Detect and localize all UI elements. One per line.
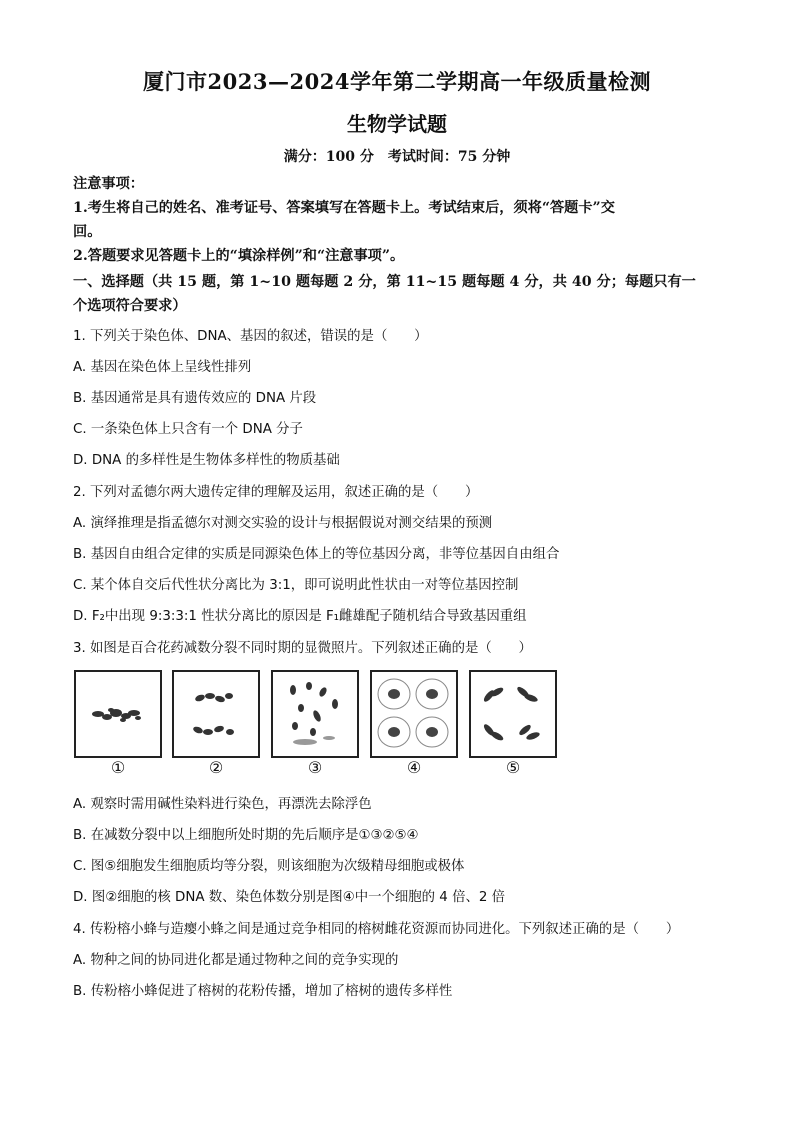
micrograph-2 xyxy=(172,670,260,758)
section-heading: 一、选择题（共 15 题，第 1~10 题每题 2 分，第 11~15 题每题 4 分，共 40 分；每题只有一 xyxy=(73,274,696,290)
micrograph-label-3: ③ xyxy=(307,758,323,777)
question-1-option-b: B. 基因通常是具有遗传效应的 DNA 片段 xyxy=(73,391,317,406)
question-4-option-b: B. 传粉榕小蜂促进了榕树的花粉传播，增加了榕树的遗传多样性 xyxy=(73,984,453,999)
question-2-option-c: C. 某个体自交后代性状分离比为 3:1，即可说明此性状由一对等位基因控制 xyxy=(73,578,519,593)
micrograph-label-4: ④ xyxy=(406,758,422,777)
question-1-option-c: C. 一条染色体上只含有一个 DNA 分子 xyxy=(73,422,303,437)
micrograph-label-5: ⑤ xyxy=(505,758,521,777)
question-3-option-a: A. 观察时需用碱性染料进行染色，再漂洗去除浮色 xyxy=(73,797,372,812)
question-3-stem: 3. 如图是百合花药减数分裂不同时期的显微照片。下列叙述正确的是（ ） xyxy=(73,641,532,656)
micrograph-4 xyxy=(370,670,458,758)
notes-item-1-cont: 回。 xyxy=(73,224,102,240)
question-4-option-a: A. 物种之间的协同进化都是通过物种之间的竞争实现的 xyxy=(73,953,399,968)
notes-heading: 注意事项： xyxy=(73,176,144,192)
question-2-stem: 2. 下列对孟德尔两大遗传定律的理解及运用，叙述正确的是（ ） xyxy=(73,485,479,500)
question-3-option-b: B. 在减数分裂中以上细胞所处时期的先后顺序是①③②⑤④ xyxy=(73,828,419,843)
micrograph-label-2: ② xyxy=(208,758,224,777)
question-2-option-a: A. 演绎推理是指孟德尔对测交实验的设计与根据假说对测交结果的预测 xyxy=(73,516,493,531)
micrograph-1 xyxy=(74,670,162,758)
micrograph-3 xyxy=(271,670,359,758)
question-2-option-d: D. F₂中出现 9:3:3:1 性状分离比的原因是 F₁雌雄配子随机结合导致基因重组 xyxy=(73,609,527,624)
question-3-option-d: D. 图②细胞的核 DNA 数、染色体数分别是图④中一个细胞的 4 倍、2 倍 xyxy=(73,890,506,905)
micrograph-figure xyxy=(74,670,554,780)
notes-item-2: 2.答题要求见答题卡上的“填涂样例”和“注意事项”。 xyxy=(73,248,405,264)
question-1-option-a: A. 基因在染色体上呈线性排列 xyxy=(73,360,252,375)
exam-subtitle: 生物学试题 xyxy=(347,112,447,136)
question-1-stem: 1. 下列关于染色体、DNA、基因的叙述，错误的是（ ） xyxy=(73,329,428,344)
micrograph-label-1: ① xyxy=(110,758,126,777)
question-4-stem: 4. 传粉榕小蜂与造瘿小蜂之间是通过竞争相同的榕树雌花资源而协同进化。下列叙述正确的是（ ） xyxy=(73,922,680,937)
exam-meta: 满分：100 分 考试时间：75 分钟 xyxy=(283,149,511,165)
notes-item-1: 1.考生将自己的姓名、准考证号、答案填写在答题卡上。考试结束后，须将“答题卡”交 xyxy=(73,200,615,216)
question-1-option-d: D. DNA 的多样性是生物体多样性的物质基础 xyxy=(73,453,340,468)
micrograph-5 xyxy=(469,670,557,758)
question-2-option-b: B. 基因自由组合定律的实质是同源染色体上的等位基因分离，非等位基因自由组合 xyxy=(73,547,560,562)
exam-title: 厦门市2023—2024学年第二学期高一年级质量检测 xyxy=(143,69,651,94)
section-heading-cont: 个选项符合要求） xyxy=(73,298,187,314)
question-3-option-c: C. 图⑤细胞发生细胞质均等分裂，则该细胞为次级精母细胞或极体 xyxy=(73,859,465,874)
